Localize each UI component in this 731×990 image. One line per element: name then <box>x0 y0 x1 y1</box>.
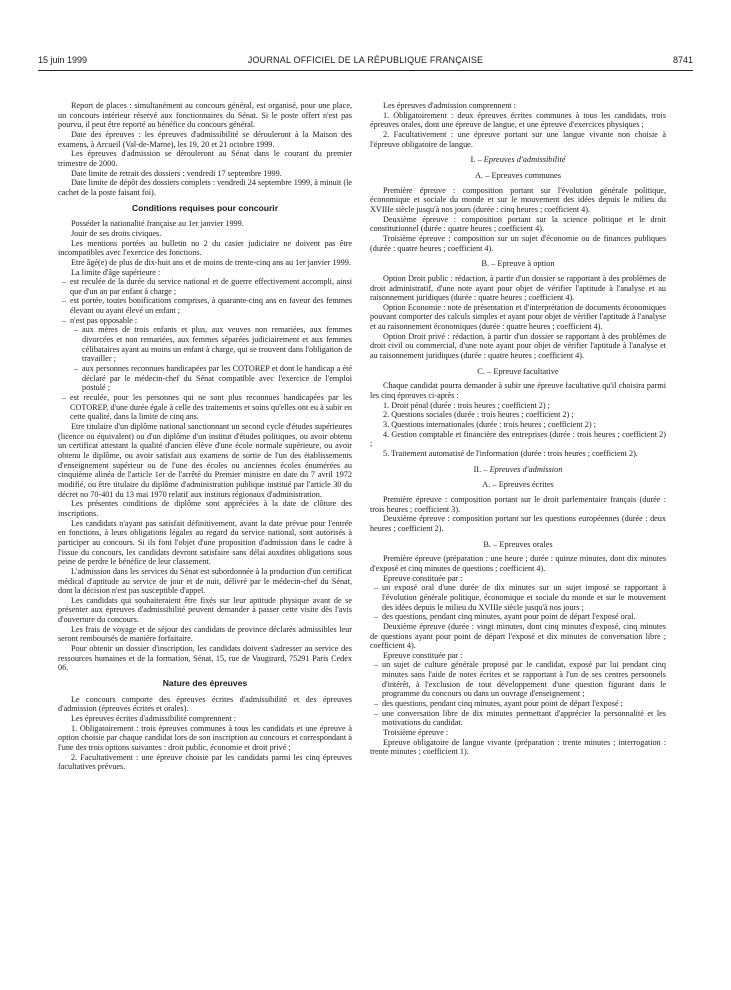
subsection-heading: A. – Epreuves écrites <box>482 480 554 490</box>
paragraph: 2. Facultativement : une épreuve choisie par les candidats parmi les cinq épreuves facultatives prévues. <box>58 752 352 772</box>
paragraph: Deuxième épreuve : composition portant sur les questions européennes (durée : deux heures ; coefficient 2). <box>370 514 666 533</box>
paragraph: Troisième épreuve : <box>383 728 449 738</box>
paragraph: 1. Droit pénal (durée : trois heures ; coefficient 2) ; <box>383 400 550 410</box>
heading-number: I. – <box>470 155 482 165</box>
left-column <box>58 101 352 772</box>
list-item: – des questions, pendant cinq minutes, ayant pour point de départ l'exposé ; <box>370 699 666 709</box>
paragraph: Report de places : simultanément au concours général, est organisé, pour une place, un concours intérieur réservé aux fonctionnaires du Sénat. Si le poste offert n'est pas pourvu, il peut être reporté au bénéfice du concours général. <box>58 101 352 130</box>
page-header <box>38 55 693 69</box>
paragraph: Les épreuves d'admission comprennent : <box>383 101 516 110</box>
paragraph: 2. Questions sociales (durée : trois heures ; coefficient 2) ; <box>383 410 574 420</box>
section-heading-admissibilite <box>370 155 666 165</box>
paragraph: La limite d'âge supérieure : <box>71 267 161 277</box>
paragraph: Les frais de voyage et de séjour des candidats de province déclarés admissibles leur seront remboursés de manière forfaitaire. <box>58 624 352 644</box>
oral-list-2 <box>370 660 666 728</box>
paragraph: Le concours comporte des épreuves écrites d'admissibilité et des épreuves d'admission (épreuves écrites et orales). <box>58 694 352 714</box>
paragraph: Etre âgé(e) de plus de dix-huit ans et de moins de trente-cinq ans au 1er janvier 1999. <box>71 257 351 267</box>
page-number: 8741 <box>672 55 693 65</box>
paragraph: Les épreuves d'admission se dérouleront au Sénat dans le courant du premier trimestre de 2000. <box>58 149 352 168</box>
list-item: – un exposé oral d'une durée de dix minutes sur un sujet imposé se rapportant à l'évolution générale politique, économique et sociale du monde et sur le mouvement des idées depuis le milieu du XVIIIe siècle jusqu'à nos jours ; <box>370 583 666 612</box>
subsection-heading: B. – Epreuves orales <box>483 539 553 549</box>
paragraph: Option Economie : note de présentation et d'interprétation de documents économiques pouvant comporter des calculs simples et ayant pour objet de vérifier l'aptitude à l'analyse et au raisonnement économiques (durée : quatre heures ; coefficient 4). <box>370 302 666 332</box>
paragraph: 3. Questions internationales (durée : trois heures ; coefficient 2) ; <box>383 420 596 430</box>
paragraph: Pour obtenir un dossier d'inscription, les candidats doivent s'adresser au service des ressources humaines et de la formation, Sénat, 15, rue de Vaugirard, 75291 Paris Cedex 06. <box>58 644 352 673</box>
paragraph: Date limite de retrait des dossiers : vendredi 17 septembre 1999. <box>71 168 282 178</box>
list-item: – une conversation libre de dix minutes permettant d'apprécier la personnalité et les motivations du candidat. <box>370 709 666 728</box>
journal-title: JOURNAL OFFICIEL DE LA RÉPUBLIQUE FRANÇAISE <box>247 55 484 65</box>
list-item: – des questions, pendant cinq minutes, ayant pour point de départ l'exposé oral. <box>370 612 666 622</box>
section-heading-admission <box>370 465 666 475</box>
paragraph: Epreuve constituée par : <box>383 650 463 660</box>
header-rule <box>38 70 693 71</box>
paragraph: Date limite de dépôt des dossiers complets : vendredi 24 septembre 1999, à minuit (le cachet de la poste faisant foi). <box>58 178 352 197</box>
paragraph: Option Droit public : rédaction, à partir d'un dossier se rapportant à des problèmes de droit administratif, d'une note ayant pour objet de vérifier l'aptitude à l'analyse et au raisonnement juridiques (durée : quatre heures ; coefficient 4). <box>370 273 666 303</box>
paragraph: Première épreuve : composition portant sur le droit parlementaire français (durée : trois heures ; coefficient 3). <box>370 494 666 514</box>
age-limit-list <box>58 277 352 422</box>
subsection-heading: B. – Epreuve à option <box>481 259 555 269</box>
paragraph: Les mentions portées au bulletin no 2 du casier judiciaire ne doivent pas être incompatibles avec l'exercice des fonctions. <box>58 238 352 258</box>
paragraph: Jouir de ses droits civiques. <box>71 228 162 238</box>
paragraph: Date des épreuves : les épreuves d'admissibilité se dérouleront à la Maison des examens, à Arcueil (Val-de-Marne), les 19, 20 et 21 octobre 1999. <box>58 129 352 149</box>
list-item: – est reculée de la durée du service national et de guerre effectivement accompli, ainsi que d'un an par enfant à charge ; <box>58 277 352 296</box>
paragraph: 2. Facultativement : une épreuve portant sur une langue vivante non choisie à l'épreuve obligatoire de langue. <box>370 129 666 149</box>
right-column <box>370 101 666 757</box>
paragraph: Troisième épreuve : composition sur un sujet d'économie ou de finances publiques (durée : quatre heures ; coefficient 4). <box>370 233 666 253</box>
heading-number: II. – <box>473 464 488 474</box>
paragraph: Chaque candidat pourra demander à subir une épreuve facultative qu'il choisira parmi les cinq épreuves ci-après : <box>370 381 666 401</box>
paragraph: Option Droit privé : rédaction, à partir d'un dossier se rapportant à des problèmes de droit civil ou commercial, d'une note ayant pour objet de vérifier l'aptitude à l'analyse et au raisonnement juridiques (durée : quatre heures ; coefficient 4). <box>370 331 666 361</box>
section-heading-conditions: Conditions requises pour concourir <box>131 202 279 213</box>
paragraph: Première épreuve (préparation : une heure ; durée : quinze minutes, dont dix minutes d'exposé et cinq minutes de questions ; coefficient 4). <box>370 554 666 573</box>
subsection-heading: C. – Epreuve facultative <box>477 366 559 376</box>
paragraph: Les présentes conditions de diplôme sont appréciées à la date de clôture des inscriptions. <box>58 499 352 518</box>
paragraph: 1. Obligatoirement : trois épreuves communes à tous les candidats et une épreuve à option choisie par chaque candidat lors de son inscription au concours et correspondant à l'une des trois options suivantes : droit public, économie et droit privé ; <box>58 723 352 752</box>
list-item: – est reculée, pour les personnes qui ne sont plus reconnues handicapées par les COTOREP, d'une durée égale à celle des traitements et soins qu'elles ont eu à subir en cette qualité, dans la limite de cinq ans. <box>58 393 352 422</box>
paragraph: 5. Traitement automatisé de l'information (durée : trois heures ; coefficient 2). <box>383 449 638 458</box>
paragraph: Les candidats qui souhaiteraient être fixés sur leur aptitude physique avant de se présenter aux épreuves d'admissibilité peuvent demander à passer cette visite dès l'avis d'ouverture du concours. <box>58 595 352 625</box>
list-item: – aux personnes reconnues handicapées par les COTOREP et dont le handicap a été déclaré par le médecin-chef du Sénat compatible avec l'exercice de l'emploi postulé ; <box>58 364 352 393</box>
paragraph: Epreuve constituée par : <box>383 573 463 583</box>
list-item: – est portée, toutes bonifications comprises, à quarante-cinq ans en faveur des femmes élevant ou ayant élevé un enfant ; <box>58 296 352 315</box>
header-date: 15 juin 1999 <box>38 55 88 65</box>
paragraph: Les épreuves écrites d'admissibilité comprennent : <box>71 714 236 724</box>
section-heading-nature: Nature des épreuves <box>162 678 248 689</box>
paragraph: 1. Obligatoirement : deux épreuves écrites communes à tous les candidats, trois épreuves orales, dont une épreuve de langue, et une épreuve d'exercices physiques ; <box>370 110 666 130</box>
paragraph: Epreuve obligatoire de langue vivante (préparation : trente minutes ; interrogation : trente minutes ; coefficient 1). <box>370 737 666 757</box>
paragraph: Etre titulaire d'un diplôme national sanctionnant un second cycle d'études supérieures (licence ou équivalent) ou d'un diplôme d'un institut d'études politiques, ou avoir obtenu un certificat attestant la qualité d'ancien élève d'une école normale supérieure, ou avoir obtenu le diplôme, ou avoir satisfait aux examens de sortie de l'un des établissements d'enseignement supérieur ou de l'une des écoles ou anciennes écoles énumérées au cinquième alinéa de l'article 1er de l'arrêté du Premier ministre en date du 7 avril 1972 modifié, ou être titulaire du diplôme d'administration publique institué par l'article 30 du décret no 70-401 du 13 mai 1970 relatif aux instituts régionaux d'administration. <box>58 422 352 499</box>
paragraph: Posséder la nationalité française au 1er janvier 1999. <box>71 219 244 229</box>
list-item: – aux mères de trois enfants et plus, aux veuves non remariées, aux femmes divorcées et non remariées, aux femmes séparées judiciairement et aux femmes célibataires ayant au moins un enfant à charge, qui se trouvent dans l'obligation de travailler ; <box>58 325 352 364</box>
heading-title: Epreuves d'admission <box>489 464 563 474</box>
paragraph: Les candidats n'ayant pas satisfait définitivement, avant la date prévue pour l'entrée en fonctions, à leurs obligations légales au regard du service national, sont autorisés à participer au concours. Si ils font l'objet d'une proposition d'admission dans le cadre à l'issue du concours, les candidats devront satisfaire sans délai auxdites obligations sous peine de perdre le bénéfice de leur classement. <box>58 518 352 567</box>
paragraph: 4. Gestion comptable et financière des entreprises (durée : trois heures ; coefficient 2) ; <box>370 429 666 449</box>
subsection-heading: A. – Epreuves communes <box>474 170 562 180</box>
paragraph: Deuxième épreuve : composition portant sur la science politique et le droit constitutionnel (durée : quatre heures ; coefficient 4). <box>370 214 666 234</box>
heading-title: Epreuves d'admissibilité <box>483 155 566 165</box>
paragraph: L'admission dans les services du Sénat est subordonnée à la production d'un certificat médical d'aptitude au service de jour et de nuit, délivré par le médecin-chef du Sénat, dont la décision n'est pas susceptible d'appel. <box>58 566 352 596</box>
list-item: – un sujet de culture générale proposé par le candidat, exposé par lui pendant cinq minutes sans l'aide de notes écrites et se rapportant à l'un de ses centres personnels d'intérêt, à l'exclusion de tout développement d'une question figurant dans le programme du concours ou dans un ouvrage d'enseignement ; <box>370 660 666 699</box>
oral-list-1 <box>370 583 666 622</box>
paragraph: Première épreuve : composition portant sur l'évolution générale politique, économique et sociale du monde et sur le mouvement des idées depuis le milieu du XVIIIe siècle jusqu'à nos jours (durée : cinq heures ; coefficient 4). <box>370 185 666 214</box>
paragraph: Deuxième épreuve (durée : vingt minutes, dont cinq minutes d'exposé, cinq minutes de questions ayant pour point de départ l'exposé et dix minutes de conversation libre ; coefficient 4). <box>370 621 666 651</box>
list-item: – n'est pas opposable : <box>58 316 352 326</box>
